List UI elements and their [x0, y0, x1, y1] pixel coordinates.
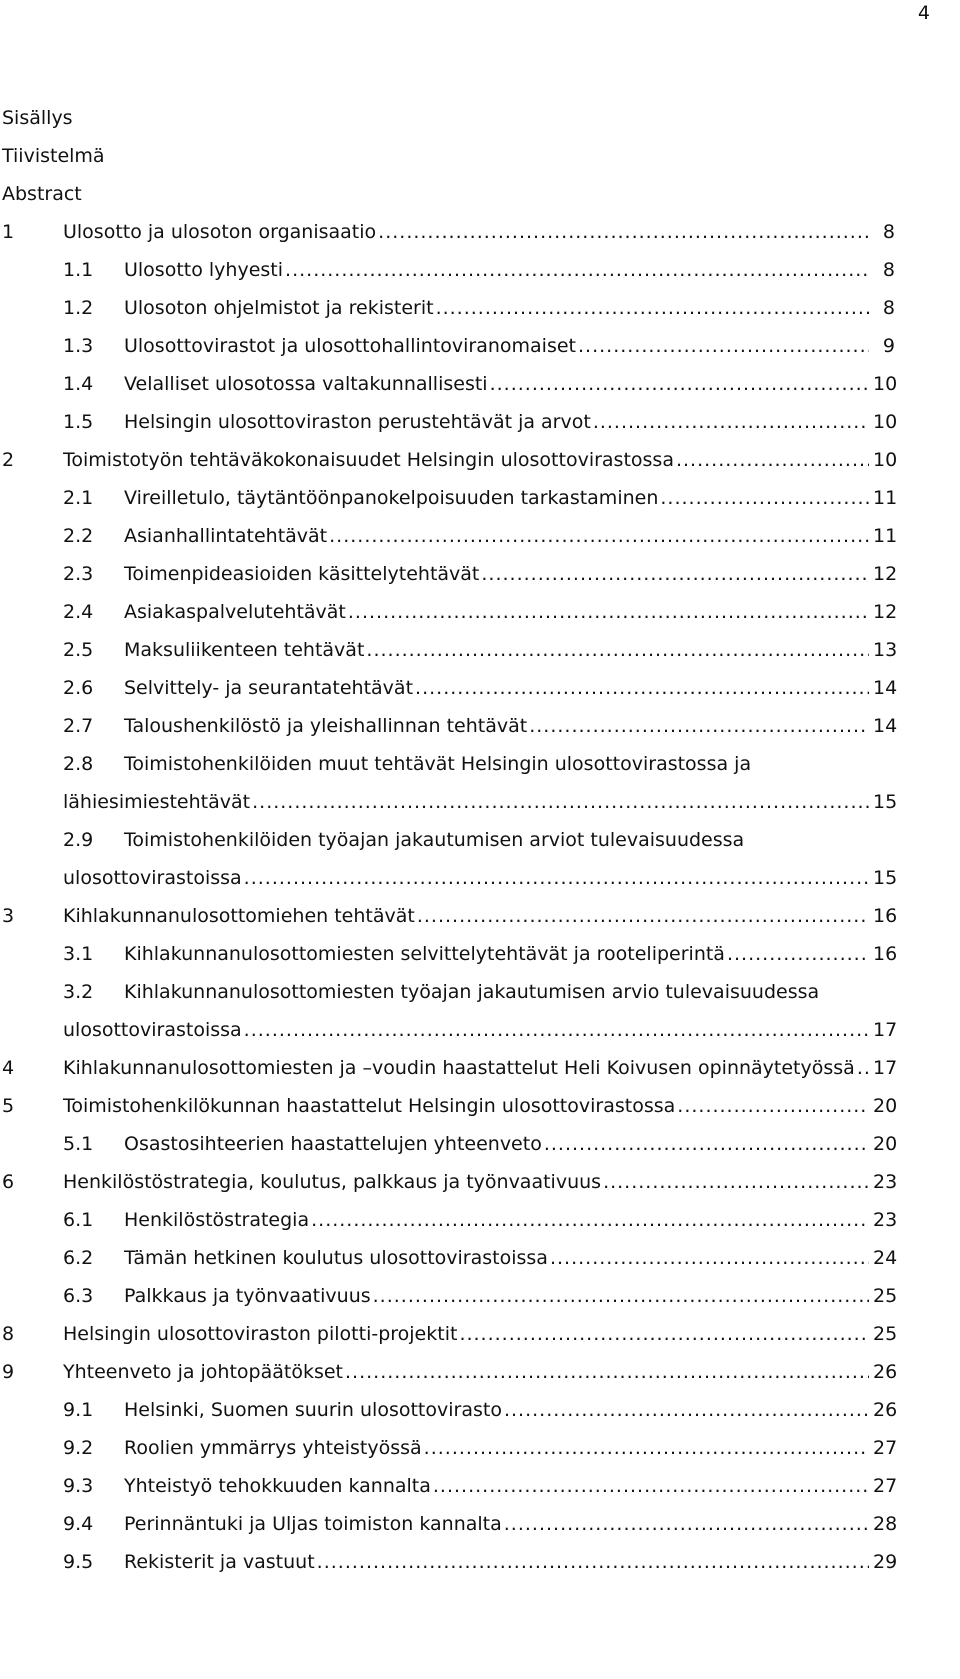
- toc-entry-number: 6: [2, 1171, 15, 1193]
- toc-page-number: 12: [873, 601, 898, 623]
- toc-entry-title: Vireilletulo, täytäntöönpanokelpoisuuden tarkastaminen: [124, 487, 659, 509]
- toc-entry-number: 9.4: [63, 1513, 94, 1535]
- toc-entry-title: Ulosotto lyhyesti: [124, 259, 284, 281]
- toc-dot-leader: [378, 219, 869, 245]
- toc-dot-leader: [481, 561, 869, 587]
- toc-entry-title: Ulosottovirastot ja ulosottohallintoviranomaiset: [124, 335, 577, 357]
- toc-page-number: 27: [873, 1475, 898, 1497]
- toc-page-number: 11: [873, 487, 898, 509]
- toc-entry-number: 2.6: [63, 677, 94, 699]
- toc-dot-leader: [317, 1549, 869, 1575]
- page-number: 4: [917, 2, 930, 24]
- toc-entry-title: Helsingin ulosottoviraston perustehtävät ja arvot: [124, 411, 591, 433]
- toc-dot-leader: [329, 523, 869, 549]
- toc-page-number: 14: [873, 715, 898, 737]
- toc-dot-leader: [424, 1435, 869, 1461]
- toc-dot-leader: [593, 409, 869, 435]
- toc-dot-leader: [676, 447, 869, 473]
- toc-dot-leader: [415, 675, 869, 701]
- toc-entry-number: 1.5: [63, 411, 94, 433]
- toc-page-number: 9: [882, 335, 895, 357]
- toc-entry-number: 1.2: [63, 297, 94, 319]
- toc-entry-title: Toimenpideasioiden käsittelytehtävät: [124, 563, 480, 585]
- toc-page-number: 16: [873, 905, 898, 927]
- heading-abstract: Abstract: [2, 183, 82, 205]
- toc-page-number: 26: [873, 1399, 898, 1421]
- toc-entry-number: 2.9: [63, 829, 94, 851]
- toc-dot-leader: [603, 1169, 869, 1195]
- toc-entry-title: Osastosihteerien haastattelujen yhteenveto: [124, 1133, 542, 1155]
- toc-entry-number: 3.2: [63, 981, 94, 1003]
- toc-entry-title: Kihlakunnanulosottomiehen tehtävät: [63, 905, 415, 927]
- toc-entry-number: 9.5: [63, 1551, 94, 1573]
- toc-entry-number: 6.2: [63, 1247, 94, 1269]
- toc-dot-leader: [311, 1207, 869, 1233]
- toc-entry-number: 2.4: [63, 601, 94, 623]
- toc-entry-title: Helsinki, Suomen suurin ulosottovirasto: [124, 1399, 502, 1421]
- toc-dot-leader: [433, 1473, 869, 1499]
- toc-entry-title: Henkilöstöstrategia, koulutus, palkkaus ja työnvaativuus: [63, 1171, 602, 1193]
- toc-entry-number: 1.1: [63, 259, 94, 281]
- toc-entry-number: 1: [2, 221, 15, 243]
- toc-entry-title-continued: ulosottovirastoissa: [63, 867, 242, 889]
- toc-entry-number: 9: [2, 1361, 15, 1383]
- toc-dot-leader: [857, 1055, 869, 1081]
- toc-dot-leader: [504, 1397, 869, 1423]
- toc-entry-title: Velalliset ulosotossa valtakunnallisesti: [124, 373, 488, 395]
- toc-page-number: 29: [873, 1551, 898, 1573]
- toc-page-number: 25: [873, 1323, 898, 1345]
- toc-dot-leader: [373, 1283, 869, 1309]
- toc-entry-number: 2.1: [63, 487, 94, 509]
- toc-entry-title-continued: lähiesimiestehtävät: [63, 791, 251, 813]
- toc-entry-title: Kihlakunnanulosottomiesten ja –voudin haastattelut Heli Koivusen opinnäytetyössä: [63, 1057, 855, 1079]
- toc-dot-leader: [345, 1359, 869, 1385]
- toc-entry-number: 1.4: [63, 373, 94, 395]
- heading-tiivistelma: Tiivistelmä: [2, 145, 105, 167]
- toc-page-number: 25: [873, 1285, 898, 1307]
- toc-page-number: 23: [873, 1171, 898, 1193]
- toc-dot-leader: [660, 485, 869, 511]
- toc-page-number: 8: [882, 259, 895, 281]
- toc-entry-number: 2.8: [63, 753, 94, 775]
- toc-page-number: 12: [873, 563, 898, 585]
- toc-entry-number: 6.1: [63, 1209, 94, 1231]
- toc-page-number: 17: [873, 1019, 898, 1041]
- toc-entry-title: Taloushenkilöstö ja yleishallinnan tehtävät: [124, 715, 528, 737]
- toc-dot-leader: [417, 903, 869, 929]
- toc-page-number: 13: [873, 639, 898, 661]
- toc-page-number: 10: [873, 373, 898, 395]
- toc-dot-leader: [578, 333, 869, 359]
- toc-dot-leader: [244, 865, 869, 891]
- toc-entry-title: Yhteistyö tehokkuuden kannalta: [124, 1475, 431, 1497]
- toc-entry-title: Helsingin ulosottoviraston pilotti-projektit: [63, 1323, 458, 1345]
- toc-entry-number: 3: [2, 905, 15, 927]
- toc-entry-number: 4: [2, 1057, 15, 1079]
- toc-entry-title: Ulosoton ohjelmistot ja rekisterit: [124, 297, 434, 319]
- toc-entry-title: Rekisterit ja vastuut: [124, 1551, 315, 1573]
- toc-page-number: 10: [873, 411, 898, 433]
- toc-entry-title: Toimistohenkilöiden muut tehtävät Helsingin ulosottovirastossa ja: [124, 753, 752, 775]
- toc-entry-number: 2.5: [63, 639, 94, 661]
- toc-entry-title: Roolien ymmärrys yhteistyössä: [124, 1437, 422, 1459]
- toc-entry-title-continued: ulosottovirastoissa: [63, 1019, 242, 1041]
- toc-entry-title: Ulosotto ja ulosoton organisaatio: [63, 221, 377, 243]
- toc-page-number: 15: [873, 867, 898, 889]
- toc-dot-leader: [550, 1245, 869, 1271]
- toc-page-number: 11: [873, 525, 898, 547]
- toc-entry-number: 8: [2, 1323, 15, 1345]
- toc-entry-title: Maksuliikenteen tehtävät: [124, 639, 365, 661]
- toc-entry-title: Tämän hetkinen koulutus ulosottovirastoissa: [124, 1247, 548, 1269]
- toc-dot-leader: [252, 789, 869, 815]
- toc-entry-title: Yhteenveto ja johtopäätökset: [63, 1361, 344, 1383]
- toc-dot-leader: [727, 941, 869, 967]
- toc-entry-title: Henkilöstöstrategia: [124, 1209, 310, 1231]
- toc-entry-title: Toimistohenkilöiden työajan jakautumisen arviot tulevaisuudessa: [124, 829, 745, 851]
- toc-entry-number: 6.3: [63, 1285, 94, 1307]
- toc-entry-title: Selvittely- ja seurantatehtävät: [124, 677, 414, 699]
- toc-page-number: 20: [873, 1095, 898, 1117]
- toc-dot-leader: [285, 257, 869, 283]
- toc-page-number: 26: [873, 1361, 898, 1383]
- toc-dot-leader: [348, 599, 869, 625]
- toc-entry-title: Toimistohenkilökunnan haastattelut Helsingin ulosottovirastossa: [63, 1095, 676, 1117]
- toc-dot-leader: [677, 1093, 869, 1119]
- toc-dot-leader: [459, 1321, 869, 1347]
- toc-dot-leader: [504, 1511, 869, 1537]
- toc-entry-number: 2.3: [63, 563, 94, 585]
- toc-page-number: 20: [873, 1133, 898, 1155]
- toc-entry-title: Palkkaus ja työnvaativuus: [124, 1285, 371, 1307]
- heading-sisallys: Sisällys: [2, 107, 73, 129]
- toc-page-number: 27: [873, 1437, 898, 1459]
- toc-dot-leader: [529, 713, 869, 739]
- toc-page-number: 28: [873, 1513, 898, 1535]
- toc-entry-number: 9.2: [63, 1437, 94, 1459]
- toc-entry-number: 5.1: [63, 1133, 94, 1155]
- toc-page-number: 8: [882, 297, 895, 319]
- toc-dot-leader: [490, 371, 869, 397]
- toc-entry-number: 5: [2, 1095, 15, 1117]
- toc-entry-number: 2: [2, 449, 15, 471]
- toc-page-number: 16: [873, 943, 898, 965]
- toc-page-number: 8: [882, 221, 895, 243]
- toc-entry-number: 9.3: [63, 1475, 94, 1497]
- toc-page-number: 17: [873, 1057, 898, 1079]
- toc-page-number: 15: [873, 791, 898, 813]
- toc-entry-number: 1.3: [63, 335, 94, 357]
- toc-page-number: 24: [873, 1247, 898, 1269]
- toc-page-number: 23: [873, 1209, 898, 1231]
- toc-entry-title: Perinnäntuki ja Uljas toimiston kannalta: [124, 1513, 502, 1535]
- toc-entry-number: 9.1: [63, 1399, 94, 1421]
- toc-page-number: 10: [873, 449, 898, 471]
- toc-entry-title: Toimistotyön tehtäväkokonaisuudet Helsingin ulosottovirastossa: [63, 449, 674, 471]
- toc-dot-leader: [436, 295, 869, 321]
- toc-dot-leader: [244, 1017, 869, 1043]
- toc-entry-number: 3.1: [63, 943, 94, 965]
- toc-entry-number: 2.2: [63, 525, 94, 547]
- toc-entry-number: 2.7: [63, 715, 94, 737]
- toc-dot-leader: [366, 637, 869, 663]
- toc-entry-title: Kihlakunnanulosottomiesten työajan jakautumisen arvio tulevaisuudessa: [124, 981, 820, 1003]
- toc-entry-title: Kihlakunnanulosottomiesten selvittelytehtävät ja rooteliperintä: [124, 943, 725, 965]
- toc-page-number: 14: [873, 677, 898, 699]
- toc-entry-title: Asiakaspalvelutehtävät: [124, 601, 346, 623]
- toc-dot-leader: [544, 1131, 869, 1157]
- toc-entry-title: Asianhallintatehtävät: [124, 525, 328, 547]
